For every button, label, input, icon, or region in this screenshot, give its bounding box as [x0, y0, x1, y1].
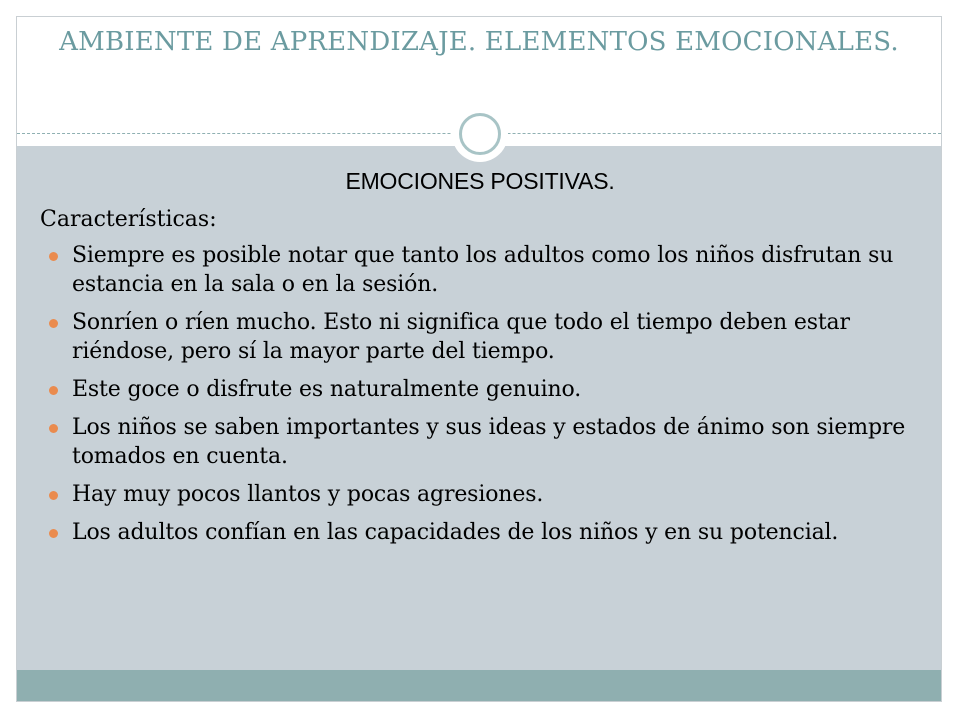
bullet-dot-icon [49, 319, 58, 328]
bullet-text: Hay muy pocos llantos y pocas agresiones. [72, 482, 544, 507]
bullet-item [40, 241, 920, 299]
section-subtitle: EMOCIONES POSITIVAS. [345, 168, 615, 194]
bullet-item [40, 480, 920, 509]
characteristics-label: Características: [40, 207, 217, 232]
bullet-text: Los adultos confían en las capacidades de los niños y en su potencial. [72, 520, 839, 545]
bullet-text: Este goce o disfrute es naturalmente genuino. [72, 377, 582, 402]
bullet-dot-icon [49, 424, 58, 433]
bullet-dot-icon [49, 491, 58, 500]
circle-ornament-icon [452, 106, 508, 162]
bullet-item [40, 518, 920, 547]
bullet-dot-icon [49, 252, 58, 261]
bullet-item [40, 413, 920, 471]
bullet-text: Siempre es posible notar que tanto los adultos como los niños disfrutan su estancia en la sala o en la sesión. [72, 243, 894, 297]
bullet-text: Sonríen o ríen mucho. Esto ni significa que todo el tiempo deben estar riéndose, pero sí la mayor parte del tiempo. [72, 310, 850, 364]
bullet-text: Los niños se saben importantes y sus ideas y estados de ánimo son siempre tomados en cuenta. [72, 415, 906, 469]
bullet-item [40, 375, 920, 404]
slide-body [40, 167, 920, 556]
footer-band [17, 670, 941, 701]
bullet-item [40, 308, 920, 366]
bullet-dot-icon [49, 386, 58, 395]
bullet-dot-icon [49, 529, 58, 538]
ornament-ring [459, 113, 501, 155]
slide-title: AMBIENTE DE APRENDIZAJE. ELEMENTOS EMOCIONALES. [59, 27, 899, 57]
bullet-list [40, 241, 920, 547]
